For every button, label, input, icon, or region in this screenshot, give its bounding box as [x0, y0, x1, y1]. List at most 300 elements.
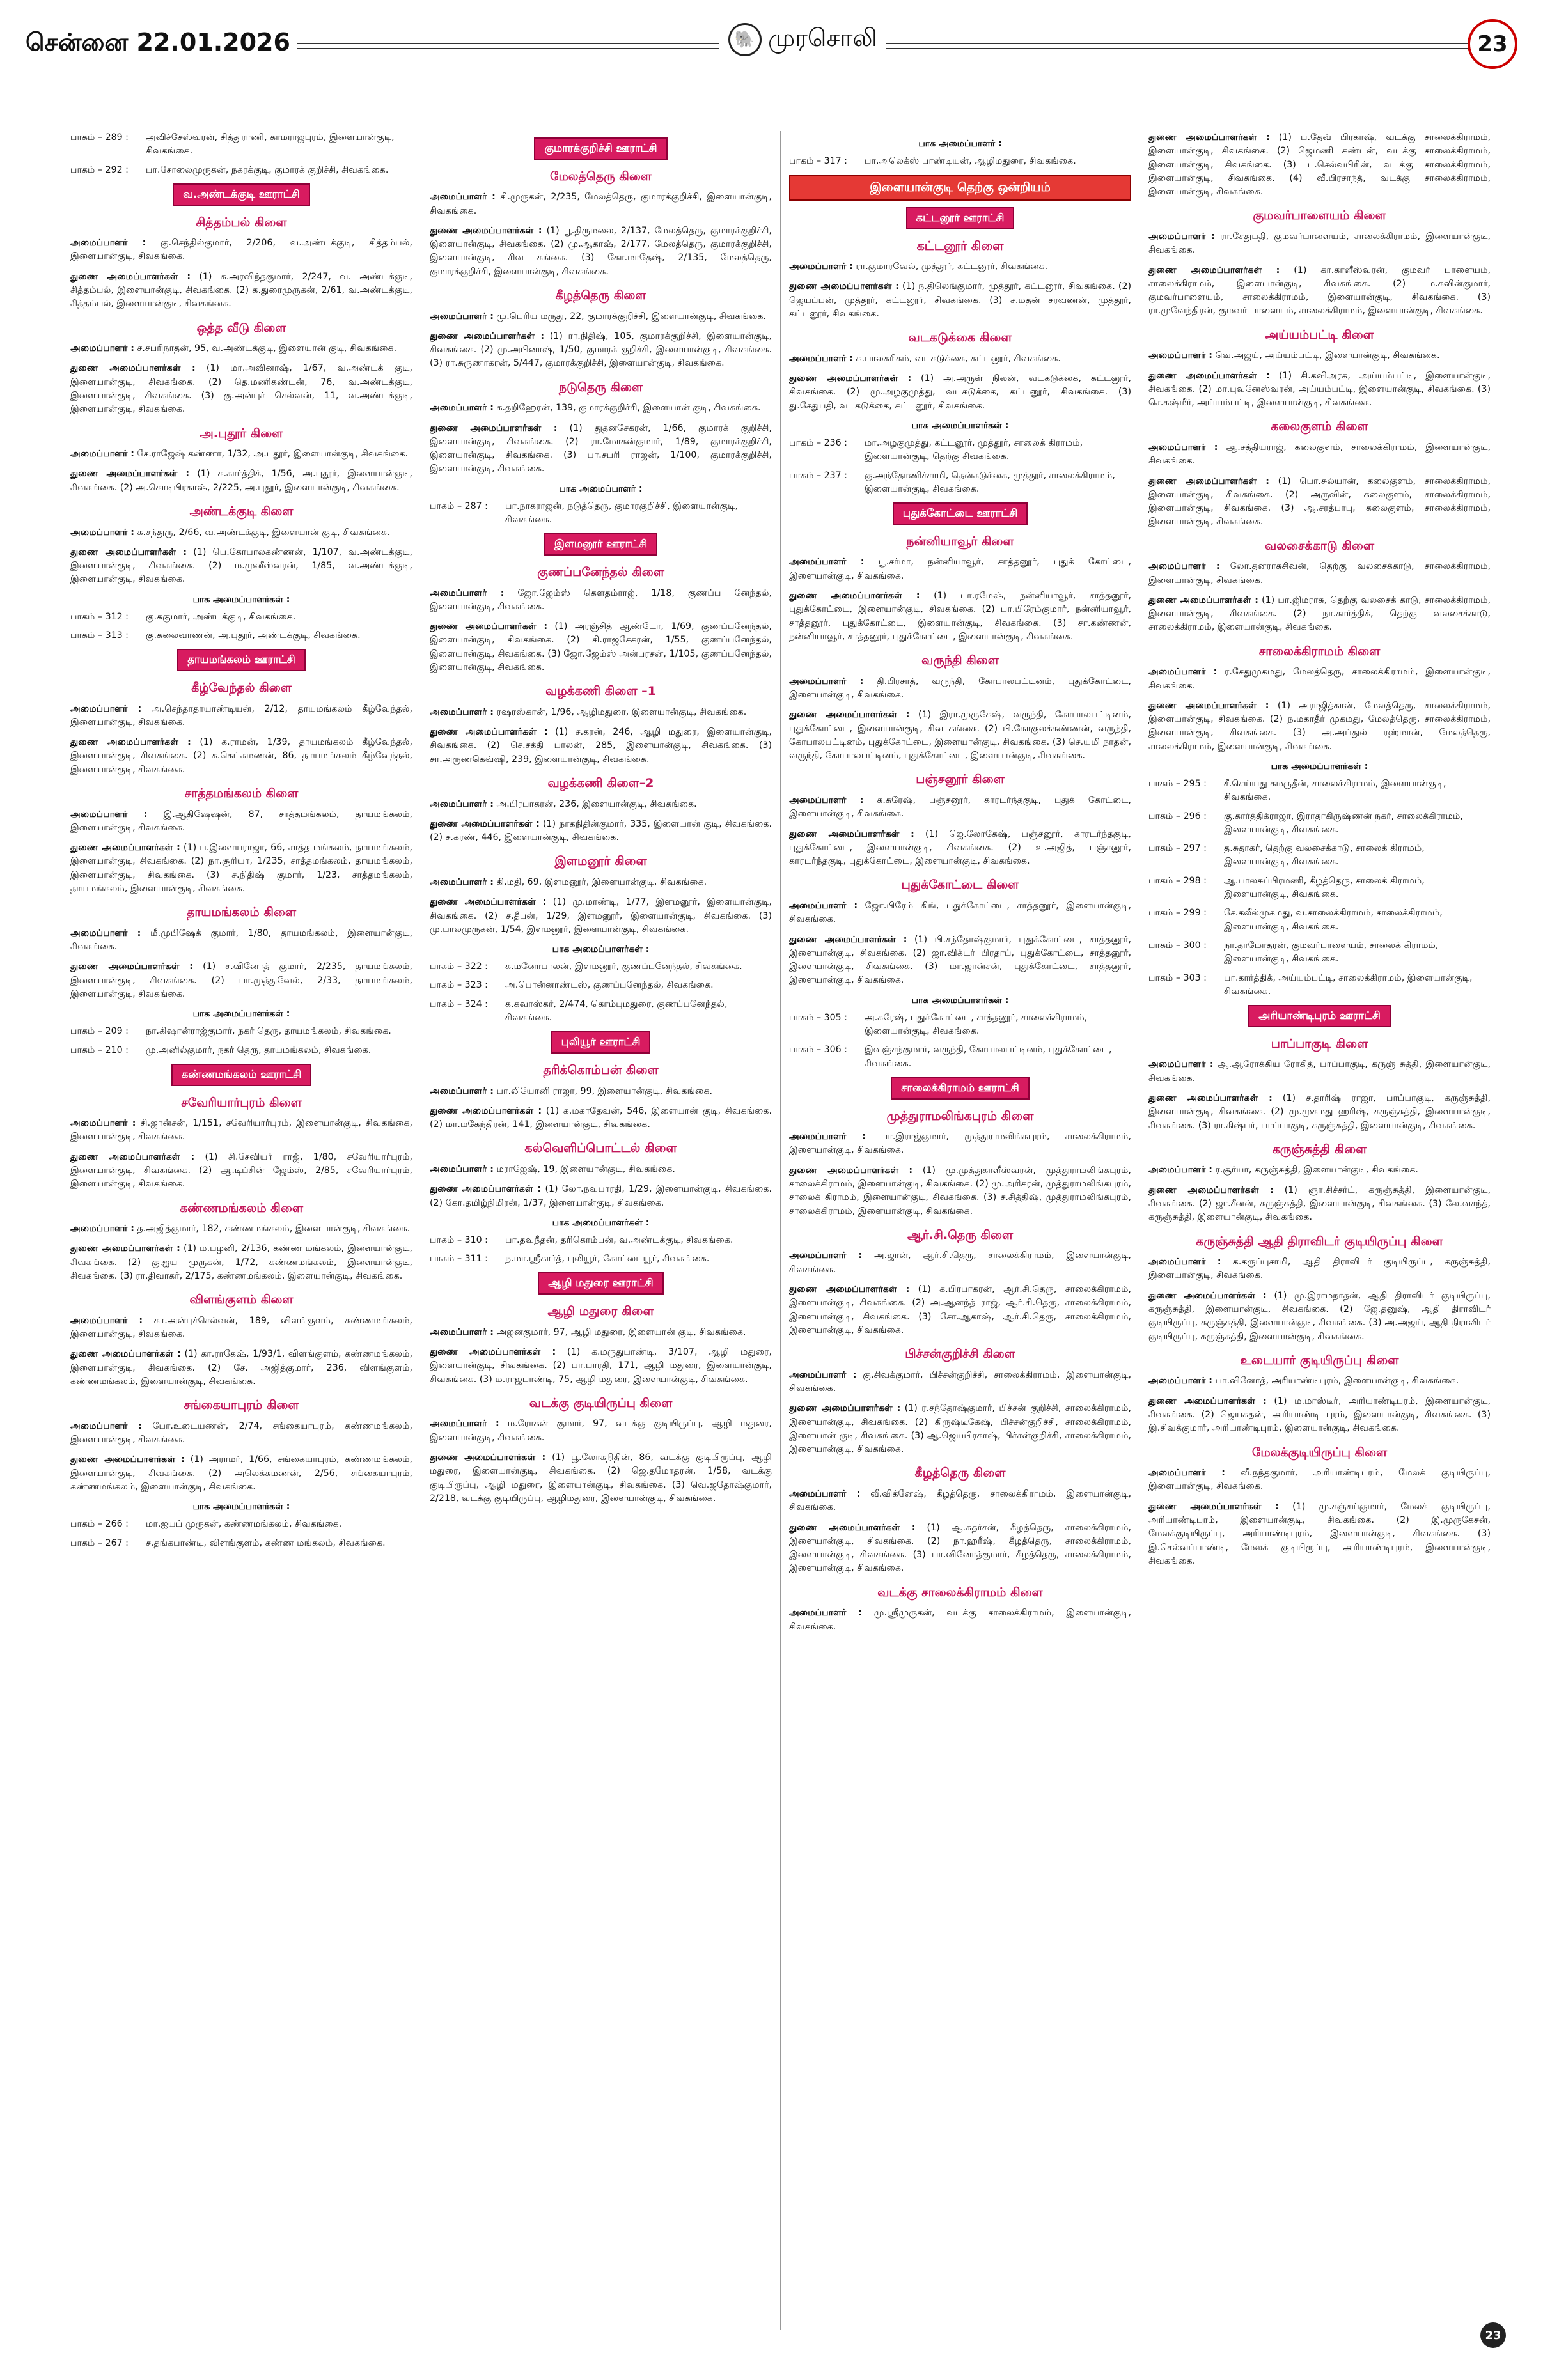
booth-organizer: ஆ.பாலசுப்பிரமணி, கீழத்தெரு, சாலைக் கிராமம், இளையான்குடி, சிவகங்கை.: [1224, 875, 1425, 900]
appointment-entry: [789, 899, 1131, 927]
booth-section-title: பாக அமைப்பாளர் :: [559, 483, 643, 494]
appointment-entry: [430, 1105, 772, 1132]
appointee-details: (1) துதனசேகரன், 1/66, குமாரக் குறிச்சி, இளையான்குடி, சிவகங்கை. (2) ரா.மோகன்குமார், 1/89, குமாரக்குறிச்சி, இளையான்குடி, சிவகங்கை. (3) பா.சபரி ராஜன், 1/100, குமாரக்குறிச்சி, இளையான்குடி, சிவகங்கை.: [430, 423, 772, 474]
appointment-entry: [70, 1151, 412, 1192]
appointment-entry: [70, 1314, 412, 1342]
booth-entry: [430, 1234, 772, 1247]
role-label: துணை அமைப்பாளர்கள் :: [789, 934, 907, 945]
appointee-details: மீ.முபிஷேக் குமார், 1/80, தாயமங்கலம், இளையான்குடி, சிவகங்கை.: [70, 928, 412, 953]
appointment-entry: [789, 828, 1131, 869]
appointment-entry: [70, 1348, 412, 1388]
appointment-entry: [430, 726, 772, 766]
role-label: அமைப்பாளர் :: [789, 557, 865, 568]
appointment-entry: [789, 352, 1131, 366]
appointment-entry: [70, 342, 412, 355]
role-label: துணை அமைப்பாளர்கள் :: [789, 828, 914, 839]
booth-organizer: அ.சுரேஷ், புதுக்கோட்டை, சாத்தனூர், சாலைக்கிராமம், இளையான்குடி, சிவகங்கை.: [865, 1012, 1088, 1036]
booth-entry: [1148, 875, 1491, 902]
booth-section-title: பாக அமைப்பாளர்கள் :: [911, 420, 1009, 431]
role-label: அமைப்பாளர் :: [430, 587, 505, 598]
appointee-details: (1) மு.மாண்டி, 1/77, இளமனூர், இளையான்குடி, சிவகங்கை. (2) ச.தீபன், 1/29, இளமனூர், இளையான்குடி, சிவகங்கை. (3) மு.பாலமுருகன், 1/54, இளமனூர், இளையான்குடி, சிவகங்கை.: [430, 897, 772, 935]
role-label: அமைப்பாளர் :: [789, 676, 864, 687]
appointment-entry: [430, 1326, 772, 1339]
branch-heading: நடுதெரு கிளை: [558, 380, 643, 394]
appointee-details: (1) க.அரவிந்தகுமார், 2/247, வ. அண்டக்குடி, சித்தம்பல், இளையான்குடி, சிவகங்கை. (2) க.துரைமுருகன், 2/61, வ.அண்டக்குடி, சித்தம்பல், இளையான்குடி, சிவகங்கை.: [70, 271, 412, 309]
appointment-entry: [789, 794, 1131, 821]
role-label: துணை அமைப்பாளர்கள் :: [789, 590, 920, 601]
role-label: அமைப்பாளர் :: [789, 1132, 866, 1142]
branch-heading: அய்யம்பட்டி கிளை: [1265, 327, 1374, 342]
booth-number: பாகம் – 313 :: [70, 630, 129, 641]
booth-section-title: பாக அமைப்பாளர்கள் :: [552, 944, 650, 955]
role-label: துணை அமைப்பாளர்கள் :: [789, 1522, 916, 1533]
role-label: அமைப்பாளர் :: [430, 1326, 494, 1337]
booth-number: பாகம் – 292 :: [70, 164, 129, 175]
branch-heading: தாயமங்கலம் கிளை: [186, 905, 297, 920]
role-label: துணை அமைப்பாளர்கள் :: [789, 1284, 910, 1295]
booth-organizer: கு.சுகுமார், அண்டக்குடி, சிவகங்கை.: [146, 611, 296, 622]
appointee-details: (1) மா.அவினாஷ், 1/67, வ.அண்டக் குடி, இளையான்குடி, சிவகங்கை. (2) தெ.மணிகண்டன், 76, வ.அண்டக்குடி, இளையான்குடி, சிவகங்கை. (3) கு.அன்புச் செல்வன், 11, வ.அண்டக்குடி, இளையான்குடி, சிவகங்கை.: [70, 363, 412, 415]
appointment-entry: [1148, 475, 1491, 529]
appointment-entry: [70, 927, 412, 954]
booth-number: பாகம் – 311 :: [430, 1254, 488, 1264]
panchayat-heading-wrap: [430, 137, 772, 160]
role-label: அமைப்பாளர் :: [789, 1250, 863, 1261]
appointee-details: (1) க.மகாதேவன், 546, இளையான் குடி, சிவகங்கை. (2) மா.மகேந்திரன், 141, இளையான்குடி, சிவகங்கை.: [430, 1105, 772, 1130]
appointee-details: ஆ.ஆரோக்கிய ரோகித், பாப்பாகுடி, கருஞ் சுத்தி, இளையான்குடி, சிவகங்கை.: [1148, 1059, 1491, 1084]
appointee-details: லோ.தனராசுசிவன், தெற்கு வலசைக்காடு, சாலைக்கிராமம், இளையான்குடி, சிவகங்கை.: [1148, 561, 1491, 586]
branch-heading: கல்வெளிப்பொட்டல் கிளை: [524, 1141, 677, 1156]
role-label: அமைப்பாளர் :: [70, 809, 148, 820]
branch-heading: அண்டக்குடி கிளை: [189, 504, 294, 518]
appointee-details: க.தறிஹேரன், 139, குமாரக்குறிச்சி, இளையான் குடி, சிவகங்கை.: [496, 403, 761, 414]
appointee-details: (1) பொ.சுல்யான், கலைகுளம், சாலைக்கிராமம், இளையான்குடி, சிவகங்கை. (2) அருவின், கலைகுளம், சாலைக்கிராமம், இளையான்குடி, சிவகங்கை. (3) ஆ.சரத்பாபு, கலைகுளம், சாலைக்கிராமம், இளையான்குடி, சிவகங்கை.: [1148, 476, 1491, 527]
appointee-details: மராஜேஷ், 19, இளையான்குடி, சிவகங்கை.: [496, 1163, 675, 1174]
panchayat-heading-wrap: [789, 1077, 1131, 1100]
booth-entry: [430, 998, 772, 1025]
booth-organizer: அ.பொன்னாண்டஸ், குணப்பனேந்தல், சிவகங்கை.: [505, 980, 714, 991]
appointment-entry: [1148, 1500, 1491, 1568]
appointment-entry: [789, 1283, 1131, 1337]
branch-heading: தரிக்கொம்பன் கிளை: [543, 1063, 659, 1078]
booth-entry: [70, 164, 412, 177]
booth-organizer: கு.கலைவாணன், அ.புதூர், அண்டக்குடி, சிவகங்கை.: [146, 630, 361, 641]
role-label: அமைப்பாளர் :: [430, 403, 494, 414]
booth-entry: [70, 1537, 412, 1550]
panchayat-heading: அரியாண்டிபுரம் ஊராட்சி: [1248, 1005, 1391, 1027]
appointment-entry: [430, 401, 772, 415]
appointment-entry: [70, 1222, 412, 1236]
role-label: அமைப்பாளர் :: [1148, 667, 1218, 678]
appointment-entry: [1148, 594, 1491, 635]
role-label: துணை அமைப்பாளர்கள் :: [789, 373, 912, 384]
role-label: துணை அமைப்பாளர்கள் :: [430, 331, 544, 341]
panchayat-heading: வ.அண்டக்குடி ஊராட்சி: [173, 183, 310, 206]
booth-section-title: பாக அமைப்பாளர்கள் :: [911, 995, 1009, 1006]
appointee-details: (1) ச.கரன், 246, ஆழி மதுரை, இளையான்குடி, சிவகங்கை. (2) செ.சக்தி பாலன், 285, இளையான்குடி, சிவகங்கை. (3) சா.அருணகெவ்ஷி, 239, இளையான்குடி, சிவகங்கை.: [430, 727, 772, 765]
booth-number: பாகம் – 267 :: [70, 1537, 129, 1548]
booth-organizer: பா.நாகராஜன், நடுத்தெரு, குமாரகுறிச்சி, இளையான்குடி, சிவகங்கை.: [505, 501, 738, 525]
branch-heading: வருந்தி கிளை: [921, 653, 999, 668]
footer-page-number: 23: [1480, 2322, 1506, 2348]
appointee-details: அஜனகுமார், 97, ஆழி மதுரை, இளையான் குடி, சிவகங்கை.: [496, 1326, 746, 1337]
role-label: துணை அமைப்பாளர்கள் :: [430, 225, 542, 236]
appointment-entry: [430, 1346, 772, 1387]
appointment-entry: [1148, 1058, 1491, 1085]
union-heading-wrap: [789, 175, 1131, 201]
role-label: அமைப்பாளர் :: [789, 1608, 863, 1619]
appointment-entry: [789, 1606, 1131, 1634]
appointment-entry: [70, 526, 412, 540]
appointee-details: சி.ஜான்சன், 1/151, சவேரியார்புரம், இளையான்குடி, சிவகங்கை, இளையான்குடி, சிவகங்கை.: [70, 1118, 412, 1142]
appointee-details: (1) கா.ராகேஷ், 1/93/1, விளங்குளம், கண்ணமங்கலம், இளையான்குடி, சிவகங்கை. (2) சே. அஜித்குமார், 236, விளங்குளம், கண்ணமங்கலம், இளையான்குடி, சிவகங்கை.: [70, 1349, 412, 1387]
booth-section-title: பாக அமைப்பாளர் :: [918, 139, 1002, 149]
booth-entry: [789, 469, 1131, 497]
appointee-details: அ.பிரபாகரன், 236, இளையான்குடி, சிவகங்கை.: [496, 798, 697, 809]
booth-organizer: அவிச்சேஸ்வரன், சித்துராணி, காமராஜபுரம், இளையான்குடி, சிவகங்கை.: [146, 132, 395, 157]
booth-organizer: கு.அந்தோணிச்சாமி, தென்கடுக்கை, முத்தூர், சாலைக்கிராமம், இளையான்குடி, சிவகங்கை.: [865, 470, 1115, 494]
panchayat-heading: குமாரக்குறிச்சி ஊராட்சி: [534, 137, 667, 160]
appointment-entry: [430, 620, 772, 674]
branch-heading: சாலைக்கிராமம் கிளை: [1258, 644, 1381, 658]
appointment-entry: [430, 818, 772, 845]
newspaper-name: [719, 23, 886, 56]
appointee-details: தி.பிரசாத், வருந்தி, கோபாலபட்டினம், புதுக்கோட்டை, இளையான்குடி, சிவகங்கை.: [789, 676, 1131, 700]
appointment-entry: [70, 546, 412, 587]
masthead: [26, 19, 1517, 70]
appointment-entry: [430, 876, 772, 889]
appointee-details: (1) அராஜித்கான், மேலத்தெரு, சாலைக்கிராமம், இளையான்குடி, சிவகங்கை. (2) ந.மகாதீர் முகமது, மேலத்தெரு, சாலைக்கிராமம், இளையான்குடி, சிவகங்கை. (3) அ.அப்துல் ரஹ்மான், மேலத்தெரு, சாலைக்கிராமம், இளையான்குடி, சிவகங்கை.: [1148, 700, 1491, 752]
role-label: துணை அமைப்பாளர்கள் :: [1148, 1501, 1279, 1512]
role-label: அமைப்பாளர் :: [430, 1163, 494, 1174]
booth-entry: [1148, 939, 1491, 967]
appointee-details: (1) சி.சேவியர் ராஜ், 1/80, சவேரியார்புரம், இளையான்குடி, சிவகங்கை. (2) ஆ.டிப்சின் ஜேம்ஸ், 2/85, சவேரியார்புரம், இளையான்குடி, சிவகங்கை.: [70, 1151, 412, 1190]
branch-heading: கீழ்வேந்தல் கிளை: [191, 681, 292, 696]
booth-number: பாகம் – 289 :: [70, 132, 129, 143]
appointment-entry: [70, 467, 412, 495]
booth-entry: [430, 500, 772, 527]
booth-organizer: நா.கிஷான்ராஜ்குமார், நகர் தெரு, தாயமங்கலம், சிவகங்கை.: [146, 1026, 391, 1037]
appointee-details: ர.சூர்யா, கருஞ்சுத்தி, இளையான்குடி, சிவகங்கை.: [1215, 1165, 1418, 1176]
appointment-entry: [430, 1183, 772, 1210]
appointee-details: (1) ச.தாரிஷ் ராஜா, பாப்பாகுடி, கருஞ்சுத்தி, இளையான்குடி, சிவகங்கை. (2) மு.முகமது ஹரிஷ், கருஞ்சுத்தி, இளையான்குடி, சிவகங்கை. (3) ரா.கிஷ்பர், பாப்பாகுடி, கருஞ்சுத்தி, இளையான்குடி, சிவகங்கை.: [1148, 1093, 1491, 1131]
panchayat-heading-wrap: [70, 183, 412, 206]
branch-heading: முத்துராமலிங்கபுரம் கிளை: [886, 1108, 1034, 1123]
appointee-details: பூ.சர்மா, நன்னியாவூர், சாத்தனூர், புதுக் கோட்டை, இளையான்குடி, சிவகங்கை.: [789, 557, 1131, 581]
role-label: துணை அமைப்பாளர்கள் :: [430, 1184, 542, 1195]
branch-heading: பஞ்சனூர் கிளை: [916, 772, 1005, 787]
appointment-entry: [1148, 1289, 1491, 1344]
appointment-entry: [430, 224, 772, 279]
appointee-details: ம.ரோகன் குமார், 97, வடக்கு குடியிருப்பு, ஆழி மதுரை, இளையான்குடி, சிவகங்கை.: [430, 1419, 772, 1443]
role-label: அமைப்பாளர் :: [70, 449, 134, 460]
booth-organizer: இவஞ்சந்குமார், வருந்தி, கோபாலபட்டினம், புதுக்கோட்டை, சிவகங்கை.: [865, 1045, 1112, 1069]
appointment-entry: [1148, 441, 1491, 469]
booth-entry: [70, 1025, 412, 1038]
appointment-entry: [430, 896, 772, 937]
column-1: [70, 131, 412, 2330]
booth-entry: [70, 629, 412, 642]
booth-number: பாகம் – 266 :: [70, 1519, 129, 1530]
appointee-details: இ.ஆதிஷேஷன், 87, சாத்தமங்கலம், தாயமங்கலம், இளையான்குடி, சிவகங்கை.: [70, 809, 412, 833]
booth-section-title: பாக அமைப்பாளர்கள் :: [192, 594, 290, 605]
branch-heading: மேலக்குடியிருப்பு கிளை: [1251, 1445, 1388, 1459]
branch-heading: வடக்கு சாலைக்கிராமம் கிளை: [877, 1585, 1043, 1599]
role-label: அமைப்பாளர் :: [1148, 1165, 1212, 1176]
appointee-details: வெ.அஜய், அய்யம்பட்டி, இளையான்குடி, சிவகங்கை.: [1215, 350, 1440, 361]
booth-entry: [70, 1044, 412, 1057]
role-label: அமைப்பாளர் :: [70, 1420, 142, 1431]
appointment-entry: [1148, 1466, 1491, 1494]
appointee-details: (1) ம.மாஸ்டீர், அரியாண்டிபுரம், இளையான்குடி, சிவகங்கை. (2) ஜெயசுதன், அரியாண்டி புரம், இளையான்குடி, சிவகங்கை. (3) இ.சிவக்குமார், அரியாண்டிபுரம், இளையான்குடி, சிவகங்கை.: [1148, 1396, 1491, 1434]
appointee-details: பா.லியோனி ராஜா, 99, இளையான்குடி, சிவகங்கை.: [496, 1085, 713, 1096]
branch-heading: கலைகுளம் கிளை: [1271, 419, 1368, 434]
branch-heading: பிச்சன்குறிச்சி கிளை: [905, 1347, 1015, 1362]
booth-number: பாகம் – 323 :: [430, 980, 488, 991]
appointment-entry: [1148, 1092, 1491, 1133]
role-label: அமைப்பாளர் :: [430, 1085, 494, 1096]
appointee-details: (1) பா.ரமேஷ், நன்னியாவூர், சாத்தனூர், புதுக்கோட்டை, இளையான்குடி, சிவகங்கை. (2) பா.பிரேம்குமார், நன்னியாவூர், சாத்தனூர், புதுக்கோட்டை, இளையான்குடி, சிவகங்கை. (3) சா.கண்ணன், நன்னியாவூர், சாத்தனூர், புதுக்கோட்டை, இளையான்குடி, சிவகங்கை.: [789, 590, 1131, 642]
appointee-details: க.சந்துரு, 2/66, வ.அண்டக்குடி, இளையான் குடி, சிவகங்கை.: [137, 527, 390, 538]
booth-number: பாகம் – 296 :: [1148, 811, 1207, 821]
appointment-entry: [1148, 1374, 1491, 1388]
booth-organizer: சே.கலீல்முகமது, வ.சாலைக்கிராமம், சாலைக்கிராமம், இளையான்குடி, சிவகங்கை.: [1224, 908, 1443, 932]
appointee-details: (1) க.ராமன், 1/39, தாயமங்கலம் கீழ்வேந்தல், இளையான்குடி, சிவகங்கை. (2) க.கெட்சுமணன், 86, தாயமங்கலம் கீழ்வேந்தல், இளையான்குடி, சிவகங்கை.: [70, 737, 412, 775]
appointee-details: ச.சபரிநாதன், 95, வ.அண்டக்குடி, இளையான் குடி, சிவகங்கை.: [137, 343, 397, 354]
role-label: அமைப்பாளர் :: [1148, 561, 1220, 572]
booth-number: பாகம் – 324 :: [430, 999, 488, 1009]
appointment-entry: [70, 1242, 412, 1283]
appointee-details: போ.உடையணன், 2/74, சங்கையாபுரம், கண்ணமங்கலம், இளையான்குடி, சிவகங்கை.: [70, 1420, 412, 1445]
appointment-entry: [789, 1402, 1131, 1456]
appointee-details: (1) அ.அருள் நிலன், வடகடுக்கை, கட்டனூர், சிவகங்கை. (2) மு.அழகுமுத்து, வடகடுக்கை, கட்டனூர், சிவகங்கை. (3) து.சேதுபதி, வடகடுக்கை, கட்டனூர், சிவகங்கை.: [789, 373, 1131, 411]
booth-organizer: நா.தாமோதரன், குமவர்பாளையம், சாலைக் கிராமம், இளையான்குடி, சிவகங்கை.: [1224, 940, 1439, 965]
appointment-entry: [430, 191, 772, 218]
role-label: அமைப்பாளர் :: [70, 238, 146, 249]
panchayat-heading: புலியூர் ஊராட்சி: [551, 1031, 651, 1054]
role-label: அமைப்பாளர் :: [430, 798, 494, 809]
appointee-details: ரஷரஸ்கான், 1/96, ஆழிமதுரை, இளையான்குடி, சிவகங்கை.: [496, 706, 747, 717]
branch-heading: குமவர்பாளையம் கிளை: [1253, 208, 1386, 223]
panchayat-heading: சாலைக்கிராமம் ஊராட்சி: [891, 1077, 1030, 1100]
role-label: துணை அமைப்பாளர்கள் :: [1148, 700, 1269, 711]
role-label: அமைப்பாளர் :: [789, 1488, 861, 1499]
branch-heading: உடையார் குடியிருப்பு கிளை: [1240, 1353, 1399, 1367]
appointment-entry: [789, 280, 1131, 321]
role-label: துணை அமைப்பாளர்கள் :: [70, 1454, 185, 1465]
appointee-details: கு.சிவக்குமார், பிச்சன்குறிச்சி, சாலைக்கிராமம், இளையான்குடி, சிவகங்கை.: [789, 1369, 1131, 1394]
role-label: அமைப்பாளர் :: [789, 261, 853, 272]
appointment-entry: [430, 1085, 772, 1098]
booth-organizer: கு.கார்த்திக்ராஜா, இராதாகிருஷ்ணன் நகர், சாலைக்கிராமம், இளையான்குடி, சிவகங்கை.: [1224, 811, 1463, 835]
booth-number: பாகம் – 297 :: [1148, 843, 1207, 854]
appointee-details: (1) கா.காளீஸ்வரன், குமவர் பாளையம், சாலைக்கிராமம், இளையான்குடி, சிவகங்கை. (2) ம.கவின்குமார், குமவர்பாளையம், சாலைக்கிராமம், இளையான்குடி, சிவகங்கை. (3) ரா.முவேந்திரன், குமவர் பாளையம், சாலைக்கிராமம், இளையான்குடி, சிவகங்கை.: [1148, 265, 1491, 316]
role-label: துணை அமைப்பாளர்கள் :: [430, 1105, 542, 1116]
appointee-details: (1) ரா.நிதிஷ், 105, குமாரக்குறிச்சி, இளையான்குடி, சிவகங்கை. (2) மு.அபினாஷ், 1/50, குமாரக் குறிச்சி, இளையான்குடி, சிவகங்கை. (3) ரா.சுருணாகரன், 5/447, குமாரக்குறிச்சி, இளையான்குடி, சிவகங்கை.: [430, 331, 772, 369]
booth-entry: [430, 1252, 772, 1266]
appointment-entry: [70, 703, 412, 730]
appointee-details: (1) ஞா.சிச்சர்ட், கருஞ்சுத்தி, இளையான்குடி, சிவகங்கை. (2) ஜா.சீனன், கருஞ்சுத்தி, இளையான்குடி, சிவகங்கை. (3) லே.வசந்த், கருஞ்சுத்தி, இளையான்குடி, சிவகங்கை.: [1148, 1185, 1491, 1223]
role-label: அமைப்பாளர் :: [789, 353, 853, 364]
appointee-details: வீ.நந்தகுமார், அரியாண்டிபுரம், மேலக் குடியிருப்பு, இளையான்குடி, சிவகங்கை.: [1148, 1468, 1491, 1492]
role-label: அமைப்பாளர் :: [70, 1224, 134, 1234]
role-label: துணை அமைப்பாளர்கள் :: [430, 1346, 556, 1357]
appointment-entry: [789, 1488, 1131, 1515]
appointee-details: (1) ஜெ.லோகேஷ், பஞ்சனூர், காரடர்ந்தகுடி, புதுக்கோட்டை, இளையான்குடி, சிவகங்கை. (2) உ.அஜித், பஞ்சனூர், காரடர்ந்தகுடி, புதுக்கோட்டை, இளையான்குடி, சிவகங்கை.: [789, 828, 1131, 867]
role-label: துணை அமைப்பாளர்கள் :: [70, 469, 190, 479]
appointment-entry: [70, 362, 412, 416]
appointee-details: ஆ.சத்தியராஜ், கலைகுளம், சாலைக்கிராமம், இளையான்குடி, சிவகங்கை.: [1148, 442, 1491, 467]
role-label: துணை அமைப்பாளர்கள் :: [789, 1165, 913, 1176]
appointment-entry: [789, 1249, 1131, 1277]
appointment-entry: [1148, 1163, 1491, 1177]
appointee-details: (1) ப.தேவ் பிரகாஷ், வடக்கு சாலைக்கிராமம், இளையான்குடி, சிவகங்கை. (2) ஜெமணி கண்டன், வடக்கு சாலைக்கிராமம், இளையான்குடி, சிவகங்கை. (3) ப.செல்வபிரின், வடக்கு சாலைக்கிராமம், இளையான்குடி, சிவகங்கை. (4) வீ.பிரசாந்த், வடக்கு சாலைக்கிராமம், இளையான்குடி, சிவகங்கை.: [1148, 132, 1491, 198]
branch-heading: வழக்கணி கிளை–2: [547, 776, 654, 791]
branch-heading: மேலத்தெரு கிளை: [549, 169, 652, 183]
appointee-details: (1) மு.முத்துகாளீஸ்வரன், முத்துராமலிங்கபுரம், சாலைக்கிராமம், இளையான்குடி, சிவகங்கை. (2) மு.அரிகரன், முத்துராமலிங்கபுரம், சாலைக் கிராமம், இளையான்குடி, சிவகங்கை. (3) ச.சித்திஷ், முத்துராமலிங்கபுரம், சாலைக்கிராமம், இளையான்குடி, சிவகங்கை.: [789, 1165, 1131, 1217]
column-4: [1148, 131, 1491, 2330]
booth-number: பாகம் – 300 :: [1148, 940, 1207, 951]
appointee-details: (1) அராமர், 1/66, சங்கையாபுரம், கண்ணமங்கலம், இளையான்குடி, சிவகங்கை. (2) அலெக்சுமணன், 2/56, சங்கையாபுரம், கண்ணமங்கலம், இளையான்குடி, சிவகங்கை.: [70, 1454, 412, 1492]
panchayat-heading: புதுக்கோட்டை ஊராட்சி: [893, 502, 1028, 525]
branch-heading: கீழத்தெரு கிளை: [555, 288, 646, 303]
appointee-details: ஜோ.பிரேம் கிங், புதுக்கோட்டை, சாத்தனூர், இளையான்குடி, சிவகங்கை.: [789, 900, 1131, 925]
appointment-entry: [789, 1521, 1131, 1576]
appointment-entry: [1148, 699, 1491, 754]
role-label: துணை அமைப்பாளர்கள் :: [789, 710, 910, 720]
booth-number: பாகம் – 287 :: [430, 501, 488, 511]
branch-heading: சாத்தமங்கலம் கிளை: [184, 786, 299, 801]
appointee-details: அ.ஜான், ஆர்.சி.தெரு, சாலைக்கிராமம், இளையான்குடி, சிவகங்கை.: [789, 1250, 1131, 1275]
branch-heading: ஒத்த வீடு கிளை: [196, 320, 286, 335]
branch-heading: அ.புதூர் கிளை: [200, 426, 283, 440]
role-label: துணை அமைப்பாளர்கள் :: [430, 897, 547, 908]
appointee-details: சே.ராஜேஷ் கண்ணா, 1/32, அ.புதூர், இளையான்குடி, சிவகங்கை.: [137, 449, 409, 460]
booth-organizer: ந.மா.ஸ்ரீகார்த், புலியூர், கோட்டையூர், சிவகங்கை.: [505, 1254, 710, 1264]
appointee-details: (1) பூ.லோகநிதின், 86, வடக்கு குடியிருப்பு, ஆழி மதுரை, இளையான்குடி, சிவகங்கை. (2) ஜெ.தமோதரன், 1/58, வடக்கு குடியிருப்பு, ஆழி மதுரை, இளையான்குடி, சிவகங்கை. (3) வெ.ஜதோஷ்குமார், 2/218, வடக்கு குடியிருப்பு, ஆழிமதுரை, இளையான்குடி, சிவகங்கை.: [430, 1452, 772, 1504]
column-2: [430, 131, 772, 2330]
appointee-details: (1) க.பிரபாகரன், ஆர்.சி.தெரு, சாலைக்கிராமம், இளையான்குடி, சிவகங்கை. (2) அ.ஆனந்த் ராஜ், ஆர்.சி.தெரு, சாலைக்கிராமம், இளையான்குடி, சிவகங்கை. (3) சோ.ஆகாஷ், ஆர்.சி.தெரு, சாலைக்கிராமம், இளையான்குடி, சிவகங்கை.: [789, 1284, 1131, 1335]
role-label: அமைப்பாளர் :: [430, 706, 494, 717]
booth-number: பாகம் – 322 :: [430, 961, 488, 972]
role-label: அமைப்பாளர் :: [70, 343, 134, 354]
appointment-entry: [70, 841, 412, 896]
role-label: துணை அமைப்பாளர்கள் :: [70, 547, 187, 557]
booth-entry: [70, 1518, 412, 1531]
role-label: துணை அமைப்பாளர்கள் :: [1148, 1290, 1267, 1301]
issue-date: சென்னை 22.01.2026: [26, 28, 297, 60]
appointment-entry: [1148, 560, 1491, 587]
panchayat-heading: கண்ணமங்கலம் ஊராட்சி: [171, 1064, 312, 1086]
appointee-details: (1) க.மருதுபாண்டி, 3/107, ஆழி மதுரை, இளையான்குடி, சிவகங்கை. (2) பா.பாரதி, 171, ஆழி மதுரை, இளையான்குடி, சிவகங்கை. (3) ம.ராஜபாண்டி, 75, ஆழி மதுரை, இளையான்குடி, சிவகங்கை.: [430, 1346, 772, 1385]
appointment-entry: [70, 808, 412, 836]
role-label: அமைப்பாளர் :: [70, 1118, 136, 1129]
branch-heading: விளங்குளம் கிளை: [189, 1293, 294, 1307]
branch-heading: குணப்பனேந்தல் கிளை: [537, 565, 664, 580]
appointment-entry: [1148, 1184, 1491, 1225]
appointment-entry: [70, 1117, 412, 1144]
booth-entry: [1148, 842, 1491, 869]
appointee-details: (1) பூ.திருமலை, 2/137, மேலத்தெரு, குமாரக்குறிச்சி, இளையான்குடி, சிவகங்கை. (2) மு.ஆகாஷ், 2/177, மேலத்தெரு, குமாரக்குறிச்சி, இளையான்குடி, சிவ கங்கை. (3) கோ.மாதேஷ், 2/135, மேலத்தெரு, குமாரக்குறிச்சி, இளையான்குடி, சிவகங்கை.: [430, 225, 772, 277]
appointment-entry: [1148, 349, 1491, 362]
appointment-entry: [70, 237, 412, 264]
appointment-entry: [430, 706, 772, 719]
branch-heading: கண்ணமங்கலம் கிளை: [180, 1201, 303, 1215]
appointment-entry: [1148, 131, 1491, 199]
appointee-details: (1) சி.கவிஅரசு, அய்யம்பட்டி, இளையான்குடி, சிவகங்கை. (2) மா.புவனேஸ்வரன், அய்யம்பட்டி, இளையான்குடி, சிவகங்கை. (3) செ.கஷ்மீர், அய்யம்பட்டி, இளையான்குடி, சிவகங்கை.: [1148, 370, 1491, 408]
booth-section-title: பாக அமைப்பாளர்கள் :: [1271, 761, 1368, 772]
panchayat-heading-wrap: [789, 207, 1131, 229]
appointee-details: அ.செந்தாதாயாண்டியன், 2/12, தாயமங்கலம் கீழ்வேந்தல், இளையான்குடி, சிவகங்கை.: [70, 703, 412, 727]
role-label: அமைப்பாளர் :: [430, 876, 494, 887]
appointment-entry: [70, 736, 412, 777]
panchayat-heading-wrap: [1148, 1005, 1491, 1027]
appointee-details: க.சுரேஷ், பஞ்சனூர், காரடர்ந்தகுடி, புதுக் கோட்டை, இளையான்குடி, சிவகங்கை.: [789, 795, 1131, 820]
booth-number: பாகம் – 317 :: [789, 156, 847, 166]
appointment-entry: [1148, 1395, 1491, 1436]
appointee-details: (1) ச.வினோத் குமார், 2/235, தாயமங்கலம், இளையான்குடி, சிவகங்கை. (2) பா.முத்துவேல், 2/33, தாயமங்கலம், இளையான்குடி, சிவகங்கை.: [70, 961, 412, 999]
booth-number: பாகம் – 306 :: [789, 1045, 847, 1055]
role-label: அமைப்பாளர் :: [70, 527, 134, 538]
booth-organizer: மு.அனில்குமார், நகர் தெரு, தாயமங்கலம், சிவகங்கை.: [146, 1045, 372, 1055]
appointment-entry: [789, 1164, 1131, 1218]
role-label: துணை அமைப்பாளர்கள் :: [430, 1452, 546, 1463]
role-label: துணை அமைப்பாளர்கள் :: [1148, 132, 1270, 143]
appointment-entry: [430, 422, 772, 476]
role-label: துணை அமைப்பாளர்கள் :: [1148, 370, 1270, 381]
role-label: அமைப்பாளர் :: [1148, 350, 1212, 361]
appointee-details: த.அஜித்குமார், 182, கண்ணமங்கலம், இளையான்குடி, சிவகங்கை.: [137, 1224, 411, 1234]
booth-organizer: மா.ஐயப் முருகன், கண்ணமங்கலம், சிவகங்கை.: [146, 1519, 342, 1530]
role-label: அமைப்பாளர் :: [430, 311, 494, 322]
appointment-entry: [1148, 665, 1491, 693]
appointment-entry: [430, 1417, 772, 1445]
booth-organizer: பா.அலெக்ஸ் பாண்டியன், ஆழிமதுரை, சிவகங்கை.: [865, 156, 1076, 166]
appointment-entry: [70, 960, 412, 1001]
booth-number: பாகம் – 312 :: [70, 611, 129, 622]
panchayat-heading: கட்டனூர் ஊராட்சி: [906, 207, 1015, 229]
role-label: அமைப்பாளர் :: [1148, 1376, 1212, 1387]
role-label: அமைப்பாளர் :: [70, 1315, 143, 1326]
appointee-details: (1) மு.இராமநாதன், ஆதி திராவிடர் குடியிருப்பு, கருஞ்சுத்தி, இளையான்குடி, சிவகங்கை. (2) ஜே.தனுஷ், ஆதி திராவிடர் குடியிருப்பு, கருஞ்சுத்தி, இளையான்குடி, சிவகங்கை. (3) அ.அஜய், ஆதி திராவிடர் குடியிருப்பு, கருஞ்சுத்தி, இளையான்குடி, சிவகங்கை.: [1148, 1290, 1491, 1342]
role-label: துணை அமைப்பாளர்கள் :: [1148, 476, 1269, 486]
booth-entry: [430, 960, 772, 974]
branch-heading: பாப்பாகுடி கிளை: [1271, 1036, 1368, 1051]
appointment-entry: [789, 556, 1131, 583]
booth-organizer: த.சுதாகர், தெற்கு வலசைக்காடு, சாலைக் கிராமம், இளையான்குடி, சிவகங்கை.: [1224, 843, 1425, 867]
role-label: அமைப்பாளர் :: [789, 1369, 857, 1380]
appointment-entry: [430, 798, 772, 811]
appointment-entry: [430, 1163, 772, 1176]
booth-entry: [1148, 906, 1491, 934]
booth-section-title: பாக அமைப்பாளர்கள் :: [192, 1502, 290, 1513]
role-label: துணை அமைப்பாளர்கள் :: [70, 271, 191, 282]
appointee-details: (1) ந.திலெங்குமார், முத்தூர், கட்டனூர், சிவகங்கை. (2) ஜெயப்பன், முத்தூர், கட்டனூர், சிவகங்கை. (3) ச.மதன் சரவணன், முத்தூர், கட்டனூர், சிவகங்கை.: [789, 281, 1131, 319]
role-label: அமைப்பாளர் :: [430, 1419, 499, 1429]
role-label: துணை அமைப்பாளர்கள் :: [430, 423, 558, 433]
role-label: அமைப்பாளர் :: [70, 703, 142, 714]
branch-heading: சவேரியார்புரம் கிளை: [181, 1095, 302, 1110]
appointment-entry: [789, 372, 1131, 413]
appointment-entry: [789, 933, 1131, 988]
panchayat-heading-wrap: [430, 1031, 772, 1054]
booth-number: பாகம் – 295 :: [1148, 779, 1207, 789]
booth-organizer: மா.அழகுமுத்து, கட்டனூர், முத்தூர், சாலைக் கிராமம், இளையான்குடி, தெற்கு சிவகங்கை.: [865, 437, 1083, 462]
branch-heading: கட்டனூர் கிளை: [916, 238, 1004, 253]
branch-heading: ஆர்.சி.தெரு கிளை: [907, 1227, 1014, 1242]
article-columns: [70, 131, 1490, 2330]
booth-organizer: பா.சோலைமுருகன், நகரக்குடி, குமாரக் குறிச்சி, சிவகங்கை.: [146, 164, 389, 175]
